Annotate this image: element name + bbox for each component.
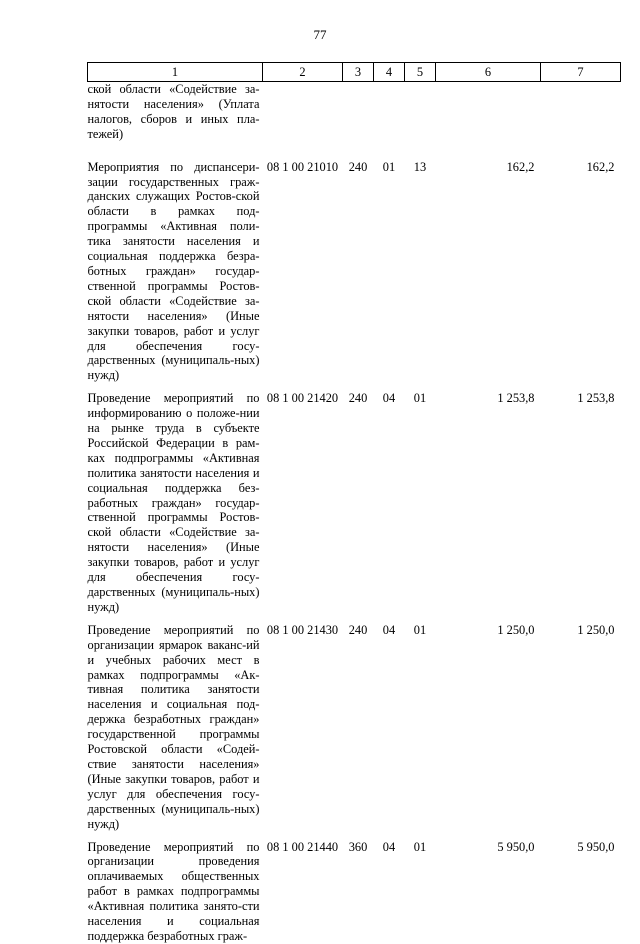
row-section: 04 — [382, 391, 396, 406]
row-subsection: 01 — [413, 622, 427, 637]
row-section — [374, 82, 405, 160]
row-target-code: 08 1 00 21010 — [266, 159, 339, 174]
row-section: 01 — [382, 159, 396, 174]
row-amount-col6: 162,2 — [506, 159, 535, 174]
row-target-code: 08 1 00 21420 — [266, 391, 339, 406]
column-header-6: 6 — [436, 63, 541, 82]
row-expense-type: 240 — [348, 159, 368, 174]
row-target-code — [263, 82, 343, 160]
column-header-1: 1 — [88, 63, 263, 82]
row-target-code: 08 1 00 21440 — [266, 839, 339, 854]
row-section: 04 — [382, 839, 396, 854]
page-number: 77 — [313, 27, 327, 42]
budget-table — [87, 62, 621, 944]
row-description: ской области «Содействие за-нятости населения» (Уплата налогов, сборов и иных пла-тежей) — [87, 82, 260, 141]
row-subsection: 13 — [413, 159, 427, 174]
table-row — [88, 160, 621, 392]
row-expense-type: 240 — [348, 391, 368, 406]
row-amount-col6 — [436, 82, 541, 160]
row-target-code: 08 1 00 21430 — [266, 622, 339, 637]
table-row — [88, 623, 621, 840]
row-description: Мероприятия по диспансери-зации государственных граж-данских служащих Ростов-ской области в рамках под-программы «Активная поли-тика занятости населения и социальная поддержка безра-ботных граждан» государ-ственной программы Ростов-ской области «Содействие за-нятости населения» (Иные закупки товаров, работ и услуг для обеспечения госу-дарственных (муниципаль-ных) нужд) — [87, 159, 260, 383]
row-subsection — [405, 82, 436, 160]
table-header-row — [88, 63, 621, 82]
row-amount-col7: 5 950,0 — [577, 839, 615, 854]
row-description: Проведение мероприятий по организации проведения оплачиваемых общественных работ в рамках подпрограммы «Активная политика занято-сти населения и социальная поддержка безработных граж- — [87, 839, 260, 943]
table-row — [88, 840, 621, 944]
row-amount-col7 — [541, 82, 621, 160]
row-expense-type: 240 — [348, 622, 368, 637]
row-subsection: 01 — [413, 839, 427, 854]
column-header-4: 4 — [374, 63, 405, 82]
column-header-5: 5 — [405, 63, 436, 82]
row-expense-type: 360 — [348, 839, 368, 854]
row-subsection: 01 — [413, 391, 427, 406]
row-amount-col6: 1 253,8 — [497, 391, 535, 406]
column-header-3: 3 — [343, 63, 374, 82]
row-amount-col7: 1 250,0 — [577, 622, 615, 637]
row-expense-type — [343, 82, 374, 160]
table-row — [88, 391, 621, 623]
row-description: Проведение мероприятий по информированию о положе-нии на рынке труда в субъекте Российской Федерации в рам-ках подпрограммы «Активная политика занятости населения и социальная поддержка без-работных граждан» государ-ственной программы Ростов-ской области «Содействие за-нятости населения» (Иные закупки товаров, работ и услуг для обеспечения госу-дарственных (муниципаль-ных) нужд) — [87, 391, 260, 614]
row-amount-col6: 1 250,0 — [497, 622, 535, 637]
row-description: Проведение мероприятий по организации ярмарок ваканс-ий и учебных рабочих мест в рамках подпрограммы «Ак-тивная политика занятости населения и социальная под-держка безработных граждан» государственной программы Ростовской области «Содей-ствие занятости населения» (Иные закупки товаров, работ и услуг для обеспечения госу-дарственных (муниципаль-ных) нужд) — [87, 622, 260, 831]
row-amount-col7: 1 253,8 — [577, 391, 615, 406]
table-row — [88, 82, 621, 160]
column-header-2: 2 — [263, 63, 343, 82]
row-amount-col6: 5 950,0 — [497, 839, 535, 854]
row-amount-col7: 162,2 — [586, 159, 615, 174]
row-section: 04 — [382, 622, 396, 637]
column-header-7: 7 — [541, 63, 621, 82]
